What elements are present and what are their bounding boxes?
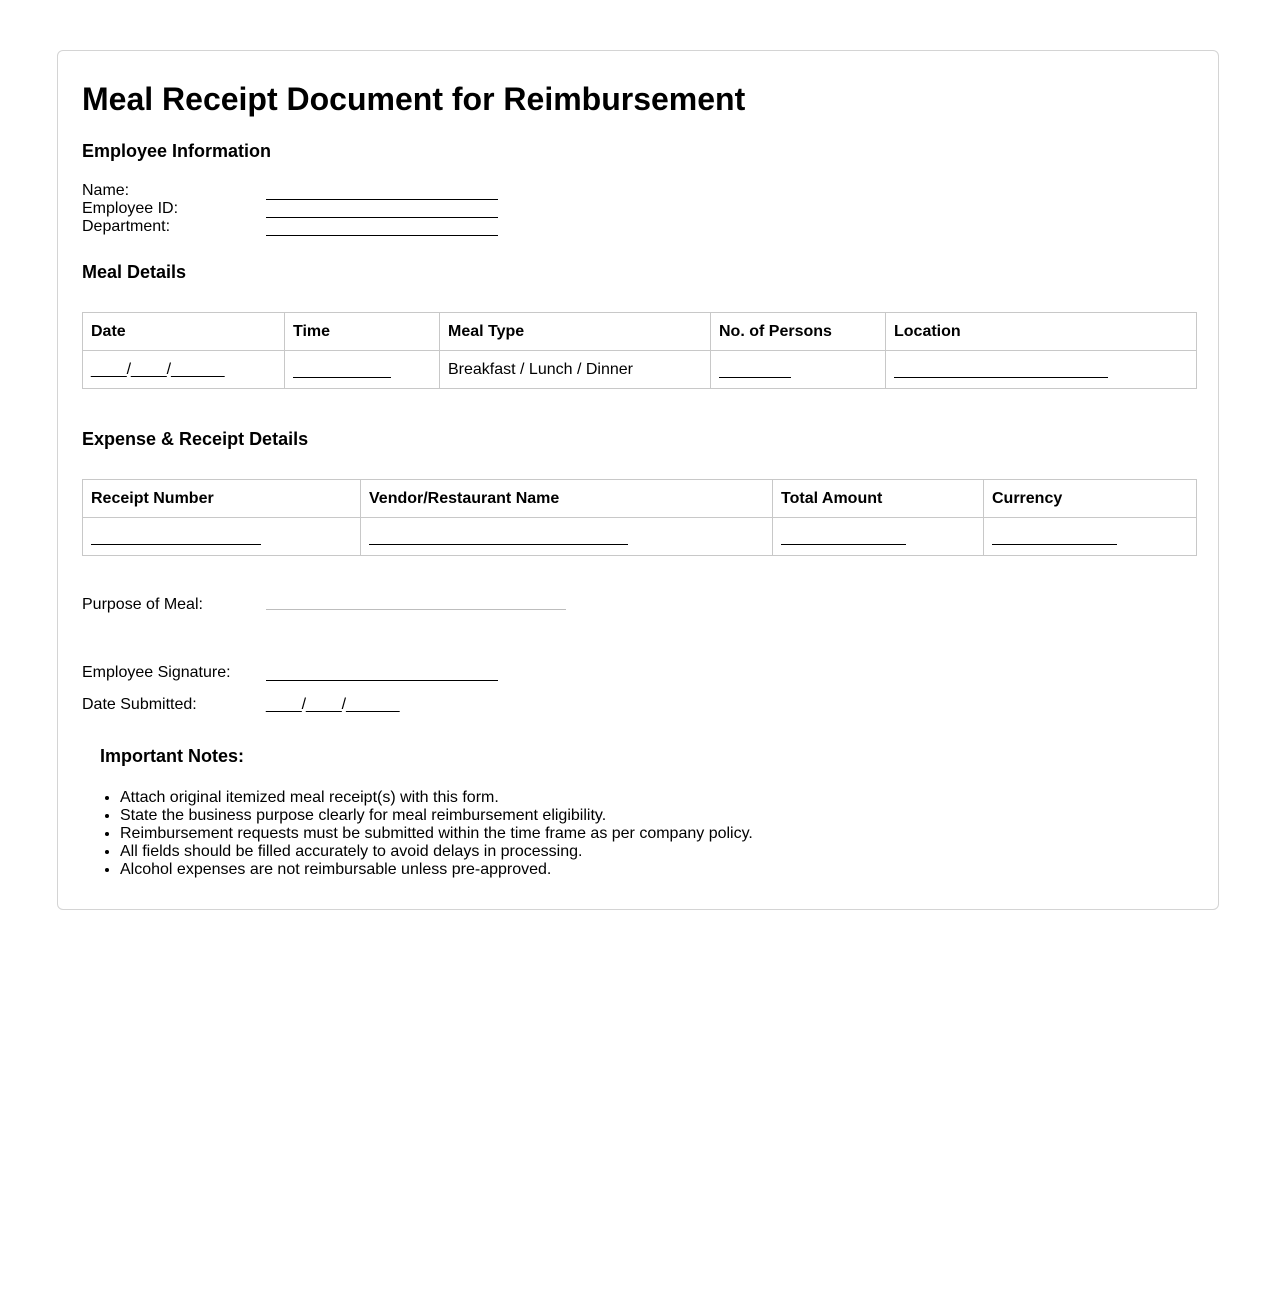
signature-label: Employee Signature: — [82, 664, 231, 681]
department-field-row — [82, 218, 582, 236]
notes-heading: Important Notes: — [100, 746, 244, 766]
date-submitted-field[interactable]: ____/____/______ — [266, 696, 400, 713]
column-header-vendor: Vendor/Restaurant Name — [361, 480, 773, 518]
date-submitted-label: Date Submitted: — [82, 696, 197, 713]
meal-date-cell[interactable] — [83, 351, 285, 389]
date-submitted-row — [82, 696, 582, 714]
page-title: Meal Receipt Document for Reimbursement — [82, 81, 746, 117]
name-label: Name: — [82, 182, 130, 199]
expense-details-table — [82, 479, 1197, 556]
list-item: • All fields should be filled accurately to avoid delays in processing. — [120, 843, 1100, 861]
column-header-location: Location — [886, 313, 1197, 351]
table-row — [83, 518, 1197, 556]
important-notes — [100, 746, 1100, 879]
purpose-label: Purpose of Meal: — [82, 596, 203, 613]
employee-id-field-row — [82, 200, 582, 218]
name-field[interactable] — [266, 182, 498, 200]
persons-field[interactable] — [719, 363, 791, 378]
meal-type-options[interactable]: Breakfast / Lunch / Dinner — [448, 360, 633, 378]
location-cell[interactable] — [886, 351, 1197, 389]
column-header-date: Date — [83, 313, 285, 351]
column-header-meal-type: Meal Type — [440, 313, 711, 351]
meal-date-field[interactable]: ____/____/______ — [91, 360, 225, 378]
department-label: Department: — [82, 218, 171, 235]
column-header-currency: Currency — [984, 480, 1197, 518]
column-header-total-amount: Total Amount — [773, 480, 984, 518]
table-header-row — [83, 313, 1197, 351]
list-item: • State the business purpose clearly for meal reimbursement eligibility. — [120, 807, 1100, 825]
location-field[interactable] — [894, 363, 1108, 378]
vendor-cell[interactable] — [361, 518, 773, 556]
column-header-receipt-number: Receipt Number — [83, 480, 361, 518]
list-item: • Alcohol expenses are not reimbursable unless pre-approved. — [120, 861, 1100, 879]
currency-cell[interactable] — [984, 518, 1197, 556]
total-amount-cell[interactable] — [773, 518, 984, 556]
signature-field-row — [82, 664, 582, 682]
vendor-field[interactable] — [369, 530, 628, 545]
purpose-field[interactable] — [266, 596, 566, 610]
meal-time-field[interactable] — [293, 363, 391, 378]
signature-field[interactable] — [266, 664, 498, 681]
list-item: • Reimbursement requests must be submitted within the time frame as per company policy. — [120, 825, 1100, 843]
receipt-number-field[interactable] — [91, 530, 261, 545]
meal-details-table — [82, 312, 1197, 389]
notes-list — [100, 789, 1100, 879]
currency-field[interactable] — [992, 530, 1117, 545]
table-row — [83, 351, 1197, 389]
persons-cell[interactable] — [711, 351, 886, 389]
column-header-persons: No. of Persons — [711, 313, 886, 351]
list-item: • Attach original itemized meal receipt(s) with this form. — [120, 789, 1100, 807]
meal-type-cell[interactable] — [440, 351, 711, 389]
employee-info-heading: Employee Information — [82, 141, 272, 161]
purpose-field-row — [82, 596, 582, 614]
column-header-time: Time — [285, 313, 440, 351]
receipt-number-cell[interactable] — [83, 518, 361, 556]
meal-time-cell[interactable] — [285, 351, 440, 389]
total-amount-field[interactable] — [781, 530, 906, 545]
form-card — [57, 50, 1219, 910]
employee-id-field[interactable] — [266, 200, 498, 218]
employee-id-label: Employee ID: — [82, 200, 179, 217]
meal-details-heading: Meal Details — [82, 262, 187, 282]
expense-details-heading: Expense & Receipt Details — [82, 429, 309, 449]
name-field-row — [82, 182, 582, 200]
department-field[interactable] — [266, 218, 498, 236]
table-header-row — [83, 480, 1197, 518]
